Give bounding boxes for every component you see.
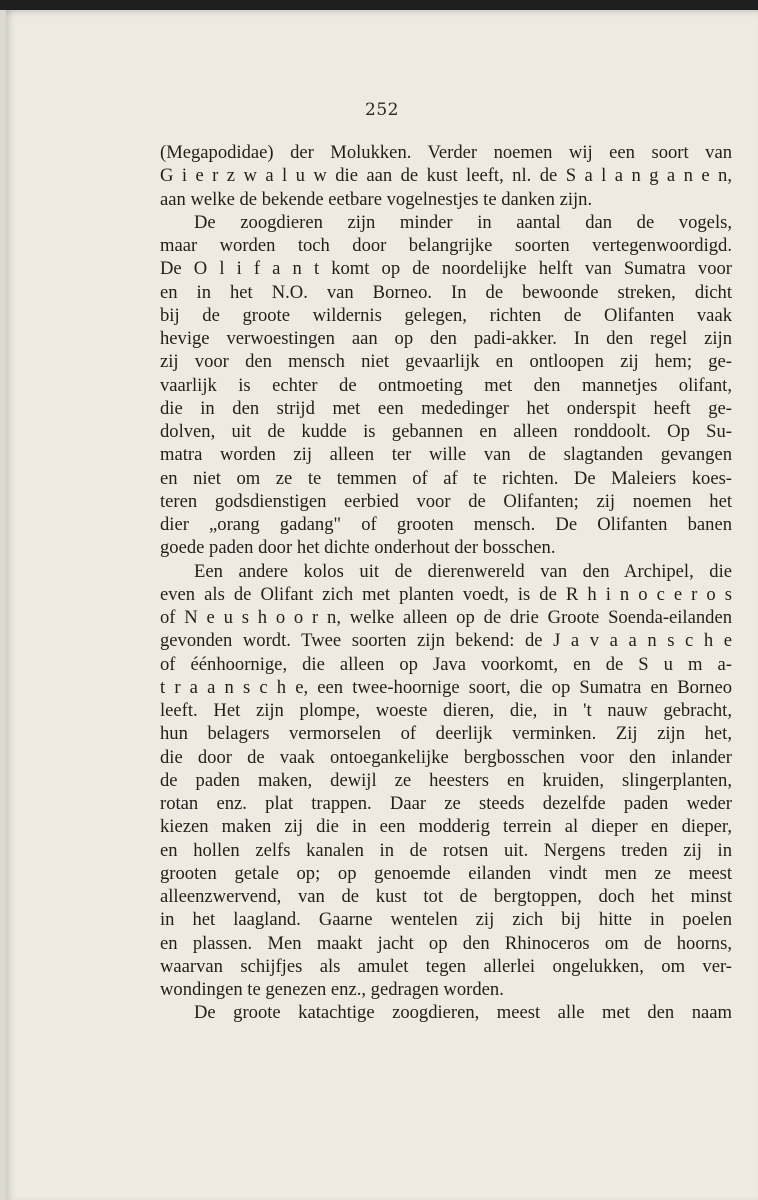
text-line: (Megapodidae) der Molukken. Verder noemen wij een soort van — [160, 142, 732, 163]
text-line: wondingen te genezen enz., gedragen worden. — [160, 979, 504, 1000]
text-line: De groote katachtige zoogdieren, meest alle met den naam — [194, 1002, 732, 1024]
text-line: hun belagers vermorselen of deerlijk verminken. Zij zijn het, — [160, 723, 732, 745]
text-line: en plassen. Men maakt jacht op den Rhinoceros om de hoorns, — [160, 932, 732, 954]
text-line: in het laagland. Gaarne wentelen zij zich bij hitte in poelen — [160, 909, 732, 931]
text-line: G i e r z w a l u w die aan de kust leeft, nl. de S a l a n g a n e n, — [160, 165, 732, 187]
text-line: die door de vaak ontoegankelijke bergbosschen voor den inlander — [160, 746, 732, 768]
text-line: t r a a n s c h e, een twee-hoornige soort, die op Sumatra en Borneo — [160, 676, 732, 698]
text-line: die in den strijd met een mededinger het onderspit heeft ge- — [160, 397, 732, 419]
text-line: aan welke de bekende eetbare vogelnestjes te danken zijn. — [160, 188, 593, 210]
text-line: goede paden door het dichte onderhout der bosschen. — [160, 537, 556, 559]
text-line: de paden maken, dewijl ze heesters en kruiden, slingerplanten, — [160, 769, 732, 791]
text-line: alleenzwervend, van de kust tot de bergtoppen, doch het minst — [160, 886, 732, 907]
text-line: waarvan schijfjes als amulet tegen allerlei ongelukken, om ver- — [160, 955, 732, 977]
scan-border-top — [0, 0, 758, 10]
text-line: zij voor den mensch niet gevaarlijk en ontloopen zij hem; ge- — [160, 351, 732, 373]
text-line: hevige verwoestingen aan op den padi-akker. In den regel zijn — [160, 328, 732, 349]
text-line: rotan enz. plat trappen. Daar ze steeds dezelfde paden weder — [160, 793, 732, 814]
text-line: of éénhoornige, die alleen op Java voorkomt, en de S u m a- — [160, 653, 732, 675]
text-line: Een andere kolos uit de dierenwereld van den Archipel, die — [194, 560, 732, 582]
book-page — [6, 10, 758, 1200]
text-line: even als de Olifant zich met planten voedt, is de R h i n o c e r o s — [160, 583, 732, 605]
text-line: grooten getale op; op genoemde eilanden vindt men ze meest — [160, 862, 732, 884]
text-line: bij de groote wildernis gelegen, richten de Olifanten vaak — [160, 304, 732, 326]
text-line: of N e u s h o o r n, welke alleen op de drie Groote Soenda-eilanden — [160, 607, 732, 628]
text-line: matra worden zij alleen ter wille van de slagtanden gevangen — [160, 444, 732, 466]
text-line: en in het N.O. van Borneo. In de bewoonde streken, dicht — [160, 281, 732, 303]
text-line: teren godsdienstigen eerbied voor de Olifanten; zij noemen het — [160, 490, 732, 512]
body-text — [160, 141, 732, 1025]
text-line: vaarlijk is echter de ontmoeting met den mannetjes olifant, — [160, 374, 732, 396]
text-line: leeft. Het zijn plompe, woeste dieren, die, in 't nauw gebracht, — [160, 700, 732, 721]
text-line: maar worden toch door belangrijke soorten vertegenwoordigd. — [160, 235, 732, 256]
text-line: en hollen zelfs kanalen in de rotsen uit. Nergens treden zij in — [160, 839, 732, 861]
page-number: 252 — [365, 100, 399, 120]
text-line: gevonden wordt. Twee soorten zijn bekend: de J a v a a n s c h e — [160, 630, 732, 652]
text-line: De zoogdieren zijn minder in aantal dan de vogels, — [194, 211, 732, 233]
text-line: dolven, uit de kudde is gebannen en alleen ronddoolt. Op Su- — [160, 421, 732, 442]
text-line: dier „orang gadang" of grooten mensch. De Olifanten banen — [160, 514, 732, 535]
text-line: en niet om ze te temmen of af te richten. De Maleiers koes- — [160, 467, 732, 489]
text-line: kiezen maken zij die in een modderig terrein al dieper en dieper, — [160, 816, 732, 838]
text-line: De O l i f a n t komt op de noordelijke helft van Sumatra voor — [160, 258, 732, 280]
